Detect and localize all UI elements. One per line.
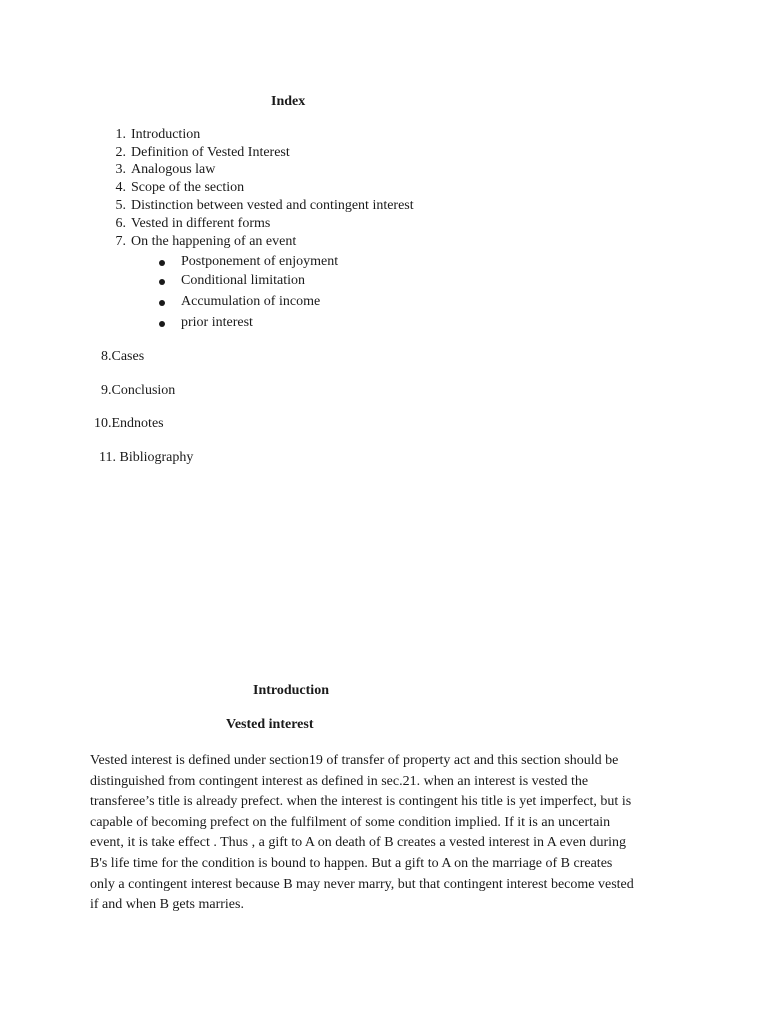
- vested-interest-heading: Vested interest: [226, 717, 314, 732]
- sub-item-label: Postponement of enjoyment: [181, 254, 339, 269]
- index-title: Index: [271, 94, 306, 109]
- index-item-8: 8.Cases: [101, 349, 145, 364]
- paragraph-line: capable of becoming prefect on the fulfilment of some condition implied. If it is an uncertain: [90, 814, 611, 830]
- paragraph-line: transferee’s title is already prefect. when the interest is contingent his title is yet imperfect, but is: [90, 794, 632, 810]
- index-item-label: Introduction: [131, 127, 201, 142]
- bullet-icon: [159, 279, 165, 285]
- index-item-number: 5.: [115, 198, 126, 213]
- sub-item-label: prior interest: [181, 315, 253, 330]
- index-item-9: 9.Conclusion: [101, 383, 176, 398]
- index-item-label: Scope of the section: [131, 180, 245, 195]
- index-item-label: Vested in different forms: [131, 216, 271, 231]
- paragraph-line: Vested interest is defined under section19 of transfer of property act and this section should be: [90, 753, 619, 768]
- index-item-label: Distinction between vested and contingent interest: [131, 198, 414, 213]
- paragraph-line: event, it is take effect . Thus , a gift to A on death of B creates a vested interest in A even during: [90, 835, 627, 851]
- introduction-heading: Introduction: [253, 683, 329, 698]
- index-item-label: On the happening of an event: [131, 234, 297, 249]
- paragraph-line: distinguished from contingent interest as defined in sec.21. when an interest is vested the: [90, 773, 589, 789]
- index-item-11: 11. Bibliography: [99, 450, 194, 465]
- index-item-label: Analogous law: [131, 162, 216, 177]
- paragraph-line: only a contingent interest because B may never marry, but that contingent interest become vested: [90, 876, 634, 892]
- index-item-number: 6.: [115, 216, 126, 231]
- sub-item-label: Accumulation of income: [181, 294, 321, 309]
- introduction-paragraph: [90, 751, 690, 916]
- index-item-number: 1.: [115, 127, 126, 142]
- paragraph-line: if and when B gets marries.: [90, 897, 244, 913]
- index-item-number: 2.: [115, 145, 126, 160]
- bullet-icon: [159, 321, 165, 327]
- index-item-10: 10.Endnotes: [94, 416, 164, 431]
- index-item-label: Definition of Vested Interest: [131, 145, 290, 160]
- bullet-icon: [159, 260, 165, 266]
- sub-item-label: Conditional limitation: [181, 273, 306, 288]
- paragraph-line: B's life time for the condition is bound to happen. But a gift to A on the marriage of B creates: [90, 855, 613, 871]
- index-item-number: 7.: [115, 234, 126, 249]
- index-item-number: 4.: [115, 180, 126, 195]
- index-item-number: 3.: [115, 162, 126, 177]
- bullet-icon: [159, 300, 165, 306]
